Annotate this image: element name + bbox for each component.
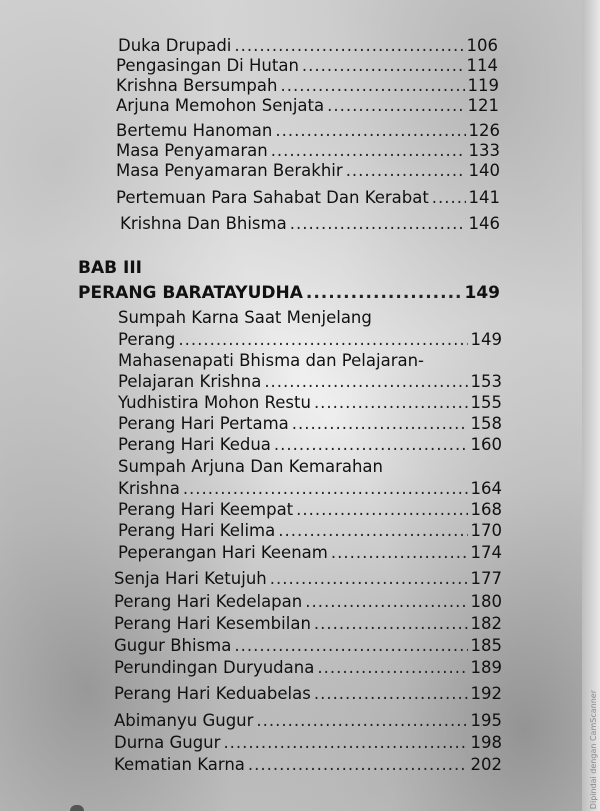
toc-entry [116,56,498,76]
toc-entry-title: Perang Hari Keempat [118,500,294,519]
toc-leader-dots [234,636,467,656]
toc-entry-page: 180 [470,592,502,611]
toc-entry [118,543,502,563]
toc-entry-title: Duka Drupadi [118,36,232,55]
toc-entry [118,435,502,455]
toc-leader-dots [314,614,468,634]
toc-leader-dots [296,500,467,520]
toc-entry-title: Perundingan Duryudana [114,658,315,677]
toc-leader-dots [248,755,468,775]
toc-entry [116,161,500,181]
chapter-page: 149 [464,283,500,303]
toc-entry-title: Durna Gugur [114,733,221,752]
toc-entry-page: 153 [470,372,502,391]
toc-entry-page: 114 [466,56,498,75]
toc-entry-page: 126 [468,121,500,140]
toc-entry-page: 133 [468,141,500,160]
toc-entry-page: 170 [470,521,502,540]
toc-entry-title: Perang Hari Kedua [118,435,271,454]
toc-leader-dots [178,330,467,350]
toc-entry [118,393,502,413]
toc-entry [114,755,502,775]
toc-entry-page: 168 [470,500,502,519]
toc-entry-page: 177 [470,569,502,588]
toc-leader-dots [290,214,466,234]
toc-entry-page: 164 [470,479,502,498]
toc-entry-title: Pelajaran Krishna [118,372,262,391]
scanner-watermark: Dipindai dengan CamScanner [589,690,598,810]
toc-leader-dots [183,479,468,499]
toc-leader-dots [314,684,468,704]
toc-entry-page: 174 [470,543,502,562]
toc-entry [116,141,500,161]
toc-leader-dots [302,56,464,76]
toc-leader-dots [314,393,468,413]
toc-leader-dots [275,121,465,141]
toc-entry-first-line: Mahasenapati Bhisma dan Pelajaran- [118,351,424,370]
toc-entry-title: Perang Hari Kedelapan [114,592,303,611]
toc-entry-page: 195 [470,711,502,730]
toc-leader-dots [280,76,464,96]
toc-entry [114,733,502,753]
toc-entry-title: Perang [118,330,176,349]
chapter-title: PERANG BARATAYUDHA [78,283,303,303]
toc-entry-page: 185 [470,636,502,655]
toc-entry-title: Kematian Karna [114,755,245,774]
toc-entry-page: 141 [468,188,500,207]
toc-entry-title: Krishna [118,479,180,498]
toc-leader-dots [256,711,467,731]
toc-entry-page: 121 [467,96,499,115]
toc-entry-page: 160 [470,435,502,454]
toc-entry-title: Masa Penyamaran Berakhir [116,161,343,180]
toc-entry-page: 119 [467,76,499,95]
toc-entry [114,569,502,589]
toc-entry [116,76,499,96]
toc-entry [118,36,498,56]
toc-entry-title: Arjuna Memohon Senjata [116,96,325,115]
toc-leader-dots [264,372,467,392]
toc-entry-title: Masa Penyamaran [116,141,268,160]
toc-entry-title: Perang Hari Kelima [118,521,276,540]
toc-entry-title: Krishna Bersumpah [116,76,278,95]
toc-leader-dots [278,521,467,541]
toc-entry-title: Peperangan Hari Keenam [118,543,328,562]
toc-entry [114,614,502,634]
toc-entry-title: Bertemu Hanoman [116,121,273,140]
toc-entry [114,592,502,612]
toc-leader-dots [327,96,464,116]
toc-leader-dots [331,543,468,563]
toc-leader-dots [346,161,466,181]
toc-entry-first-line: Sumpah Arjuna Dan Kemarahan [118,457,383,476]
toc-entry [118,414,502,434]
toc-leader-dots [274,435,468,455]
chapter-number: BAB III [78,258,142,278]
page-number-fragment [70,805,84,811]
toc-entry-page: 149 [470,330,502,349]
toc-entry [114,711,502,731]
toc-entry-first-line: Sumpah Karna Saat Menjelang [118,308,372,327]
toc-entry-title: Krishna Dan Bhisma [120,214,287,233]
toc-leader-dots [270,569,468,589]
toc-entry-page: 198 [470,733,502,752]
toc-leader-dots [317,658,467,678]
toc-entry [114,684,502,704]
toc-entry [118,521,502,541]
toc-entry [118,330,502,350]
toc-leader-dots [305,592,467,612]
toc-leader-dots [432,188,466,208]
toc-entry-title: Perang Hari Pertama [118,414,289,433]
toc-entry-title: Perang Hari Kesembilan [114,614,311,633]
toc-entry-page: 158 [470,414,502,433]
toc-entry-page: 192 [470,684,502,703]
toc-entry [118,372,502,392]
chapter-title-entry [78,283,500,303]
toc-entry [118,500,502,520]
toc-entry-page: 140 [468,161,500,180]
toc-entry-title: Abimanyu Gugur [114,711,254,730]
toc-entry-title: Senja Hari Ketujuh [114,569,267,588]
toc-entry-page: 155 [470,393,502,412]
toc-entry [116,188,500,208]
toc-entry [114,636,502,656]
toc-entry [116,96,499,116]
toc-entry-page: 189 [470,658,502,677]
toc-entry [116,121,500,141]
toc-leader-dots [292,414,468,434]
toc-entry-title: Pengasingan Di Hutan [116,56,299,75]
toc-leader-dots [223,733,467,753]
toc-entry-page: 202 [470,755,502,774]
toc-entry-title: Perang Hari Keduabelas [114,684,311,703]
toc-leader-dots [271,141,466,161]
toc-entry [118,479,502,499]
toc-leader-dots [306,283,462,303]
toc-leader-dots [234,36,463,56]
toc-entry-title: Pertemuan Para Sahabat Dan Kerabat [116,188,429,207]
toc-entry [114,658,502,678]
toc-entry-page: 182 [470,614,502,633]
toc-entry-page: 146 [468,214,500,233]
toc-entry-title: Gugur Bhisma [114,636,232,655]
toc-entry [120,214,500,234]
toc-entry-page: 106 [466,36,498,55]
toc-entry-title: Yudhistira Mohon Restu [118,393,311,412]
